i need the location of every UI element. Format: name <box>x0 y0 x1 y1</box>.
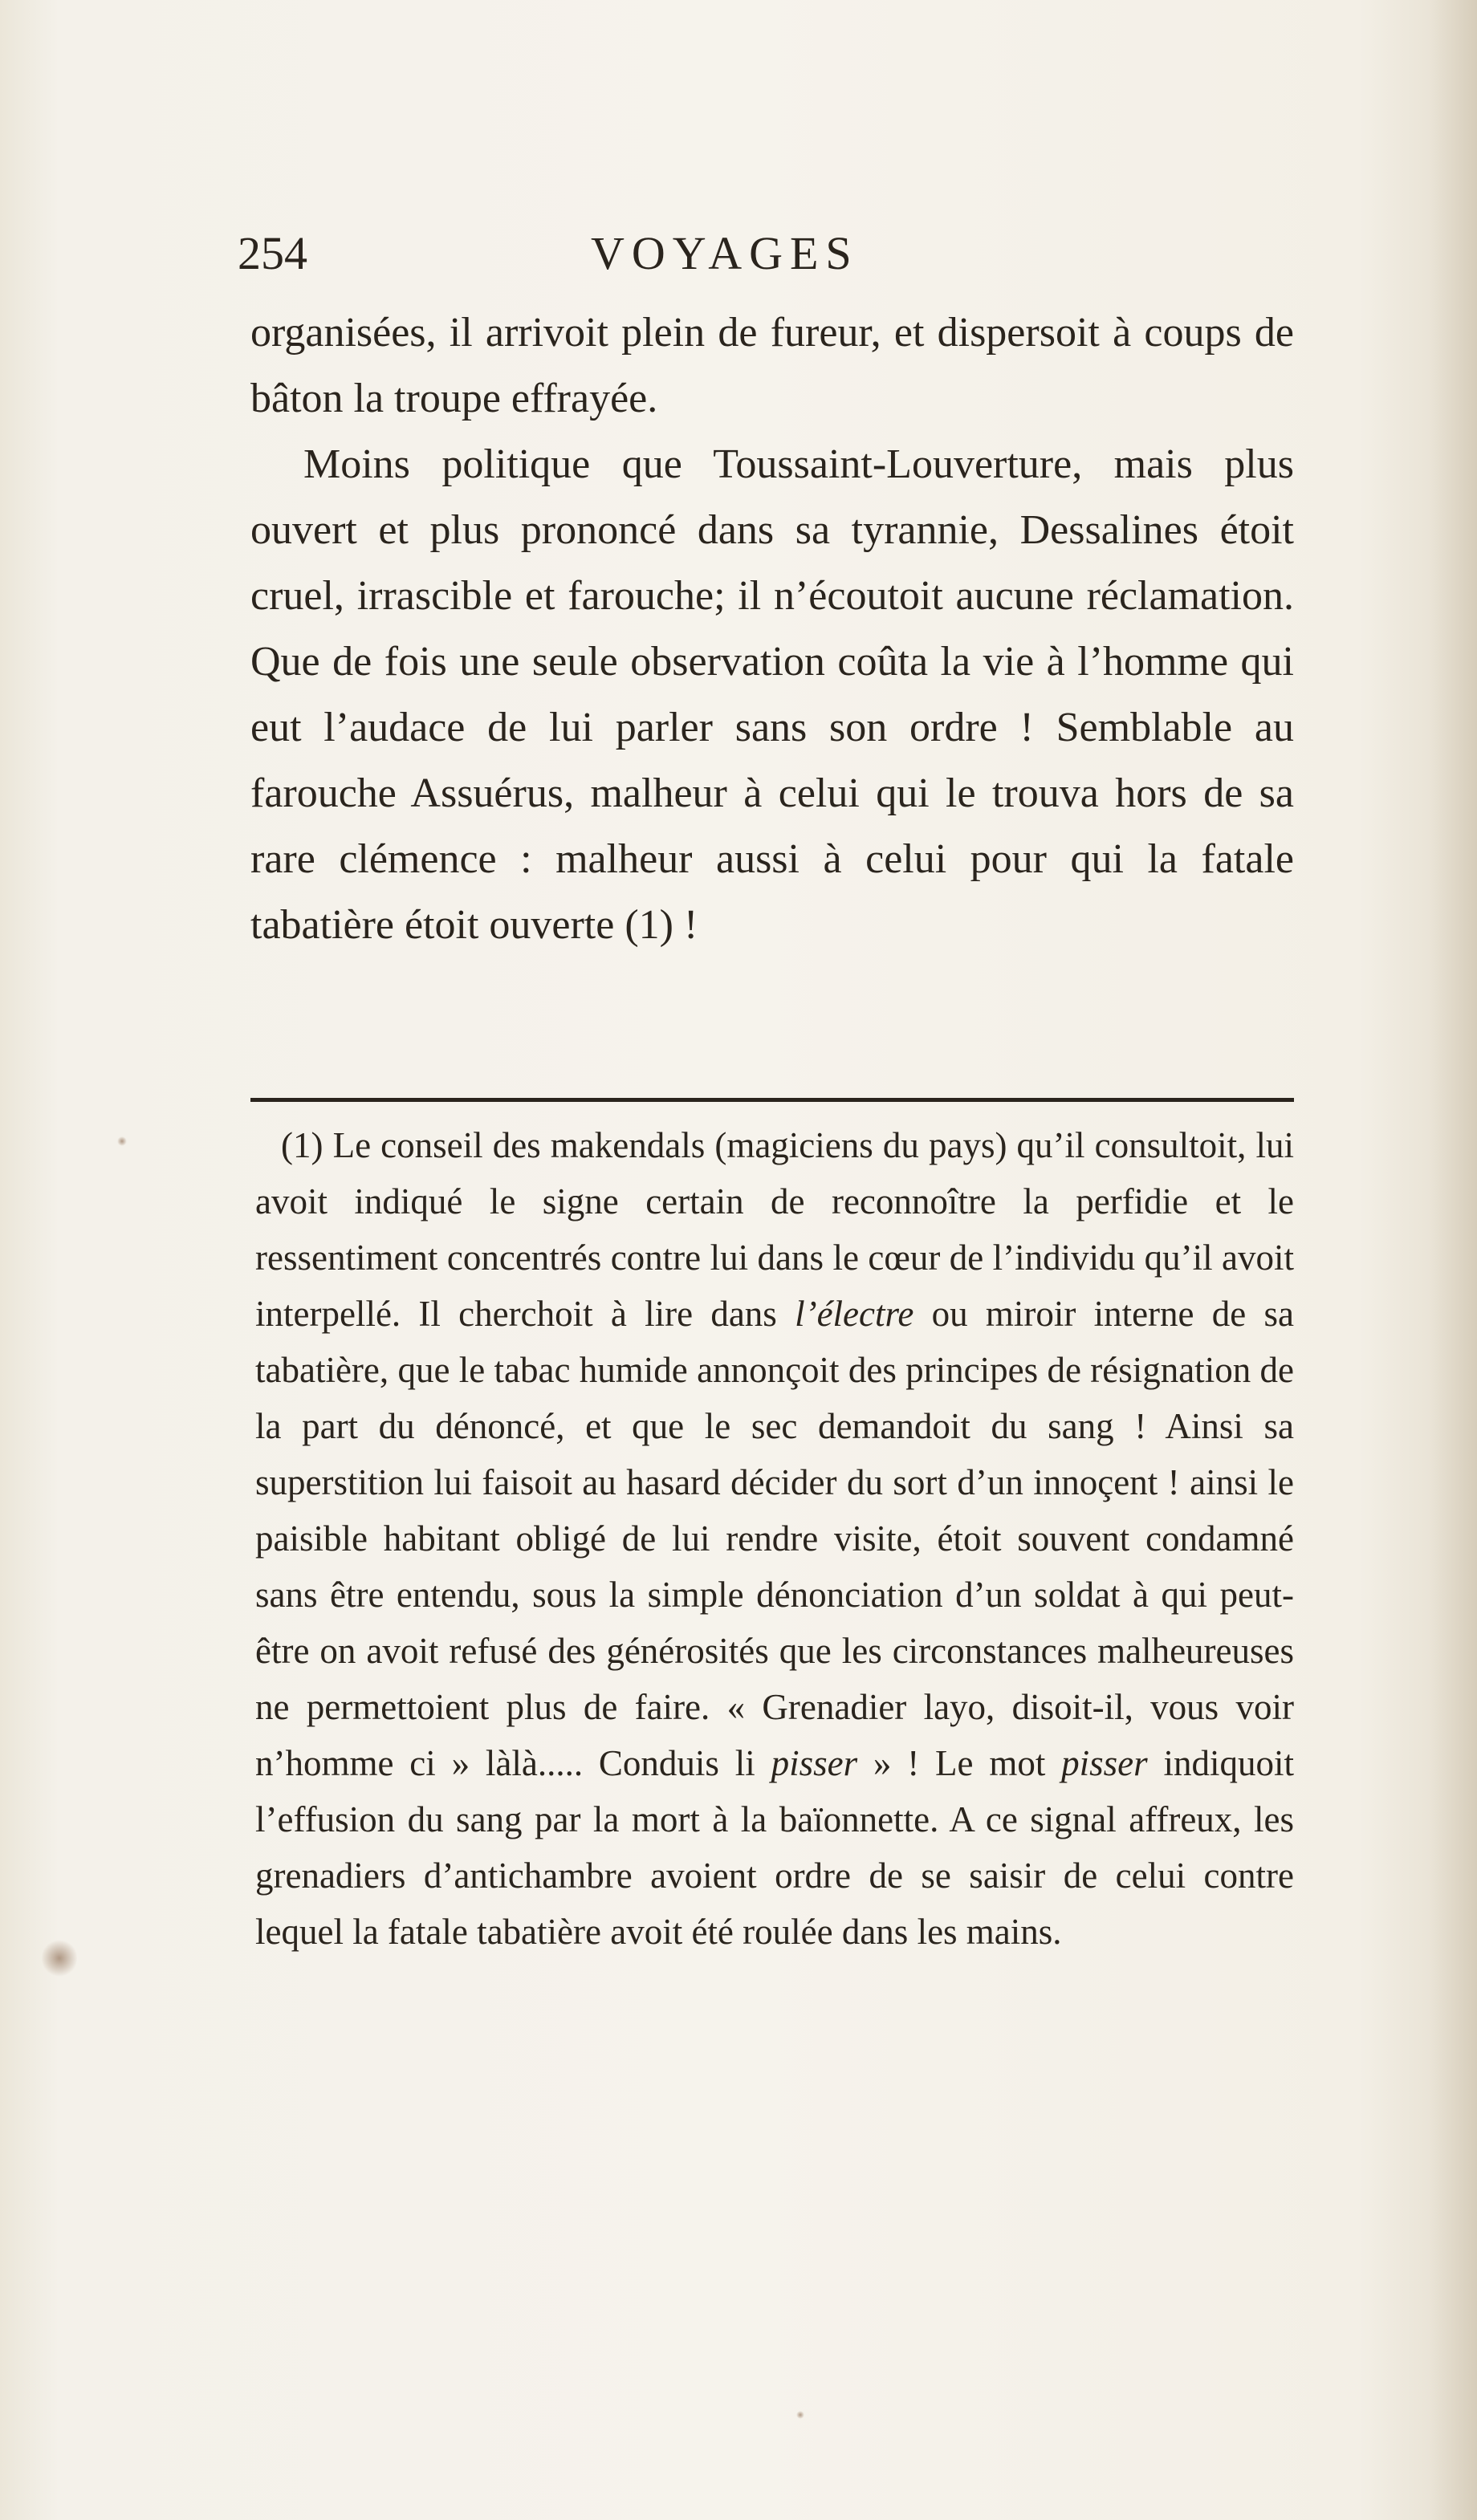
footnote-text-c: » ! Le mot <box>857 1743 1062 1783</box>
page-number: 254 <box>238 227 307 279</box>
main-text <box>250 300 1294 958</box>
running-head: VOYAGES <box>591 227 859 279</box>
footnote-text-a: (1) Le conseil des makendals (magiciens du pays) qu’il consultoit, lui avoit indiqué le signe certain de reconnoître la perfidie et le ressentiment concentrés contre lui dans le cœur de l’individu qu’il avoit interpellé. Il cherchoit à lire dans <box>255 1125 1294 1334</box>
footnote-rule <box>250 1098 1294 1102</box>
footnote-electre: l’électre <box>795 1294 914 1334</box>
paper-stain <box>42 1939 77 1977</box>
footnote-pisser-1: pisser <box>771 1743 858 1783</box>
paragraph-1: organisées, il arrivoit plein de fureur, et dispersoit à coups de bâton la troupe effrayée. <box>250 310 1294 421</box>
paper-speck <box>117 1136 127 1146</box>
footnote <box>255 1117 1294 1960</box>
page-header <box>238 226 1313 291</box>
footnote-paragraph <box>255 1117 1294 1960</box>
paper-speck <box>796 2411 804 2419</box>
footnote-text-b: ou miroir interne de sa tabatière, que le tabac humide annonçoit des principes de résignation de la part du dénoncé, et que le sec demandoit du sang ! Ainsi sa superstition lui faisoit au hasard décider du sort d’un innoçent ! ainsi le paisible habitant obligé de lui rendre visite, étoit souvent condamné sans être entendu, sous la simple dénonciation d’un soldat à qui peut-être on avoit refusé des générosités que les circonstances malheureuses ne permettoient plus de faire. « Grenadier layo, disoit-il, vous voir n’homme ci » làlà..... Conduis li <box>255 1294 1295 1783</box>
paragraph-2: Moins politique que Toussaint-Louverture, mais plus ouvert et plus prononcé dans sa tyrannie, Dessalines étoit cruel, irrascible et farouche; il n’écoutoit aucune réclamation. Que de fois une seule observation coûta la vie à l’homme qui eut l’audace de lui parler sans son ordre ! Semblable au farouche Assuérus, malheur à celui qui le trouva hors de sa rare clémence : malheur aussi à celui pour qui la fatale tabatière étoit ouverte (1) ! <box>250 441 1294 948</box>
page-edge-shadow <box>1429 0 1477 2520</box>
footnote-pisser-2: pisser <box>1061 1743 1148 1783</box>
footnote-text-d: indiquoit l’effusion du sang par la mort à la baïonnette. A ce signal affreux, les grenadiers d’antichambre avoient ordre de se saisir de celui contre lequel la fatale tabatière avoit été roulée dans les mains. <box>255 1743 1294 1952</box>
